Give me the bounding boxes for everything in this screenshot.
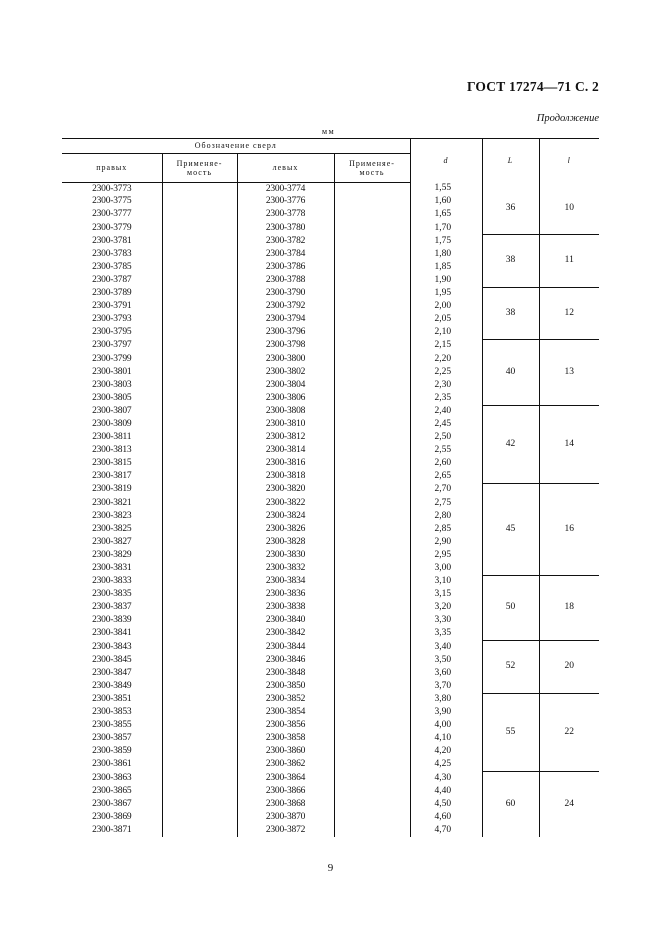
- left-applicability-cell: [334, 536, 410, 549]
- left-applicability-cell: [334, 628, 410, 641]
- designation-group-header: Обозначение сверл: [62, 139, 410, 154]
- left-applicability-cell: [334, 680, 410, 693]
- right-drill-code: 2300-3857: [92, 733, 132, 744]
- right-drill-code: 2300-3851: [92, 693, 132, 704]
- right-applicability-cell: [162, 379, 237, 392]
- length-L: 45: [482, 484, 539, 576]
- right-drill-code: 2300-3783: [92, 248, 132, 259]
- table-body: [62, 183, 599, 838]
- left-drill-code: 2300-3776: [237, 196, 334, 209]
- right-applicability-cell: [162, 602, 237, 615]
- diameter-d: 2,50: [410, 431, 482, 444]
- right-drill-code: 2300-3859: [92, 746, 132, 757]
- left-applicability-cell: [334, 300, 410, 313]
- left-applicability-cell: [334, 418, 410, 431]
- right-applicability-cell: [162, 575, 237, 588]
- diameter-d: 3,80: [410, 693, 482, 706]
- left-applicability-cell: [334, 798, 410, 811]
- right-applicability-cell: [162, 183, 237, 196]
- length-l: 11: [539, 235, 599, 287]
- right-applicability-cell: [162, 549, 237, 562]
- right-drill-code: 2300-3861: [92, 759, 132, 770]
- left-drill-code: 2300-3854: [237, 706, 334, 719]
- left-applicability-cell: [334, 405, 410, 418]
- left-applicability-cell: [334, 248, 410, 261]
- length-l: 13: [539, 340, 599, 405]
- diameter-d: 2,75: [410, 497, 482, 510]
- right-drill-code: 2300-3819: [92, 484, 132, 495]
- left-applicability-cell: [334, 706, 410, 719]
- right-drill-code: 2300-3833: [92, 576, 132, 587]
- left-applicability-cell: [334, 588, 410, 601]
- left-applicability-cell: [334, 602, 410, 615]
- right-applicability-cell: [162, 706, 237, 719]
- length-L: 52: [482, 641, 539, 693]
- right-applicability-cell: [162, 209, 237, 222]
- right-applicability-cell: [162, 693, 237, 706]
- left-drill-code: 2300-3782: [237, 235, 334, 248]
- diameter-d: 4,40: [410, 785, 482, 798]
- left-applicability-cell: [334, 287, 410, 300]
- table-row: [62, 641, 599, 654]
- left-drill-code: 2300-3856: [237, 719, 334, 732]
- diameter-d: 4,20: [410, 746, 482, 759]
- left-drill-code: 2300-3798: [237, 340, 334, 353]
- left-drill-code: 2300-3804: [237, 379, 334, 392]
- right-drill-code: 2300-3825: [92, 523, 132, 534]
- length-l: 10: [539, 183, 599, 235]
- left-applicability-cell: [334, 719, 410, 732]
- left-applicability-cell: [334, 772, 410, 785]
- left-applicability-cell: [334, 209, 410, 222]
- right-drill-code: 2300-3831: [92, 563, 132, 574]
- right-drill-code: 2300-3779: [92, 222, 132, 233]
- diameter-d: 2,90: [410, 536, 482, 549]
- right-drill-code: 2300-3781: [92, 235, 132, 246]
- left-applicability-cell: [334, 366, 410, 379]
- right-applicability-cell: [162, 523, 237, 536]
- right-drill-code: 2300-3845: [92, 654, 132, 665]
- diameter-d: 2,80: [410, 510, 482, 523]
- right-drill-code: 2300-3803: [92, 379, 132, 390]
- right-applicability-cell: [162, 719, 237, 732]
- left-drill-code: 2300-3830: [237, 549, 334, 562]
- left-drill-code: 2300-3872: [237, 824, 334, 837]
- left-applicability-cell: [334, 523, 410, 536]
- length-l: 16: [539, 484, 599, 576]
- left-drill-code: 2300-3858: [237, 732, 334, 745]
- right-drill-code: 2300-3817: [92, 471, 132, 482]
- diameter-d: 1,90: [410, 274, 482, 287]
- diameter-d: 2,60: [410, 457, 482, 470]
- right-applicability-cell: [162, 235, 237, 248]
- right-applicability-cell: [162, 811, 237, 824]
- table-row: [62, 405, 599, 418]
- right-applicability-cell: [162, 196, 237, 209]
- left-drill-code: 2300-3864: [237, 772, 334, 785]
- right-applicability-cell: [162, 392, 237, 405]
- left-drill-code: 2300-3792: [237, 300, 334, 313]
- right-applicability-cell: [162, 261, 237, 274]
- left-drill-code: 2300-3790: [237, 287, 334, 300]
- left-drill-code: 2300-3870: [237, 811, 334, 824]
- right-applicability-cell: [162, 654, 237, 667]
- right-applicability-cell: [162, 353, 237, 366]
- left-applicability-cell: [334, 471, 410, 484]
- right-applicability-cell: [162, 444, 237, 457]
- right-applicability-cell: [162, 300, 237, 313]
- right-drill-code: 2300-3849: [92, 680, 132, 691]
- left-applicability-cell: [334, 615, 410, 628]
- right-drill-code: 2300-3793: [92, 314, 132, 325]
- left-drill-code: 2300-3818: [237, 471, 334, 484]
- right-applicability-cell: [162, 248, 237, 261]
- diameter-d: 2,70: [410, 484, 482, 497]
- header-left-applicability: Применяе- мость: [334, 154, 410, 183]
- table-row: [62, 287, 599, 300]
- diameter-d: 2,45: [410, 418, 482, 431]
- length-L: 38: [482, 235, 539, 287]
- right-applicability-cell: [162, 588, 237, 601]
- right-drill-code: 2300-3853: [92, 707, 132, 718]
- right-drill-code: 2300-3789: [92, 288, 132, 299]
- diameter-d: 4,70: [410, 824, 482, 837]
- right-applicability-cell: [162, 340, 237, 353]
- right-drill-code: 2300-3865: [92, 785, 132, 796]
- diameter-d: 3,60: [410, 667, 482, 680]
- left-applicability-cell: [334, 824, 410, 837]
- header-right-applicability: Применяе- мость: [162, 154, 237, 183]
- diameter-d: 3,30: [410, 615, 482, 628]
- left-applicability-cell: [334, 222, 410, 235]
- left-drill-code: 2300-3838: [237, 602, 334, 615]
- left-drill-code: 2300-3808: [237, 405, 334, 418]
- diameter-d: 3,00: [410, 562, 482, 575]
- left-drill-code: 2300-3786: [237, 261, 334, 274]
- length-L: 42: [482, 405, 539, 484]
- header-d: d: [410, 139, 482, 183]
- right-drill-code: 2300-3797: [92, 340, 132, 351]
- diameter-d: 1,55: [410, 183, 482, 196]
- left-applicability-cell: [334, 497, 410, 510]
- table-row: [62, 772, 599, 785]
- length-l: 12: [539, 287, 599, 339]
- right-drill-code: 2300-3773: [92, 183, 132, 194]
- right-drill-code: 2300-3867: [92, 798, 132, 809]
- right-applicability-cell: [162, 615, 237, 628]
- diameter-d: 2,55: [410, 444, 482, 457]
- left-drill-code: 2300-3806: [237, 392, 334, 405]
- right-applicability-cell: [162, 287, 237, 300]
- right-drill-code: 2300-3855: [92, 720, 132, 731]
- header-left-drills: левых: [237, 154, 334, 183]
- left-drill-code: 2300-3784: [237, 248, 334, 261]
- right-applicability-cell: [162, 222, 237, 235]
- left-drill-code: 2300-3810: [237, 418, 334, 431]
- length-L: 60: [482, 772, 539, 837]
- right-applicability-cell: [162, 431, 237, 444]
- diameter-d: 2,10: [410, 327, 482, 340]
- right-drill-code: 2300-3815: [92, 458, 132, 469]
- right-drill-code: 2300-3863: [92, 772, 132, 783]
- left-applicability-cell: [334, 379, 410, 392]
- diameter-d: 3,70: [410, 680, 482, 693]
- right-applicability-cell: [162, 772, 237, 785]
- left-applicability-cell: [334, 732, 410, 745]
- right-drill-code: 2300-3807: [92, 405, 132, 416]
- table-row: [62, 693, 599, 706]
- diameter-d: 1,95: [410, 287, 482, 300]
- table-row: [62, 235, 599, 248]
- right-applicability-cell: [162, 497, 237, 510]
- left-drill-code: 2300-3828: [237, 536, 334, 549]
- diameter-d: 3,10: [410, 575, 482, 588]
- diameter-d: 4,60: [410, 811, 482, 824]
- diameter-d: 2,00: [410, 300, 482, 313]
- left-applicability-cell: [334, 183, 410, 196]
- left-drill-code: 2300-3812: [237, 431, 334, 444]
- length-L: 50: [482, 575, 539, 640]
- left-applicability-cell: [334, 261, 410, 274]
- right-applicability-cell: [162, 366, 237, 379]
- right-drill-code: 2300-3775: [92, 196, 132, 207]
- left-applicability-cell: [334, 353, 410, 366]
- right-applicability-cell: [162, 484, 237, 497]
- left-applicability-cell: [334, 196, 410, 209]
- left-drill-code: 2300-3796: [237, 327, 334, 340]
- left-applicability-cell: [334, 444, 410, 457]
- diameter-d: 4,10: [410, 732, 482, 745]
- left-applicability-cell: [334, 562, 410, 575]
- right-applicability-cell: [162, 418, 237, 431]
- right-drill-code: 2300-3847: [92, 667, 132, 678]
- length-l: 18: [539, 575, 599, 640]
- left-drill-code: 2300-3802: [237, 366, 334, 379]
- right-applicability-cell: [162, 628, 237, 641]
- right-drill-code: 2300-3871: [92, 824, 132, 835]
- left-drill-code: 2300-3780: [237, 222, 334, 235]
- header-l: l: [539, 139, 599, 183]
- left-drill-code: 2300-3846: [237, 654, 334, 667]
- diameter-d: 2,05: [410, 313, 482, 326]
- length-L: 40: [482, 340, 539, 405]
- left-drill-code: 2300-3852: [237, 693, 334, 706]
- left-drill-code: 2300-3794: [237, 313, 334, 326]
- diameter-d: 1,60: [410, 196, 482, 209]
- diameter-d: 1,65: [410, 209, 482, 222]
- right-drill-code: 2300-3785: [92, 261, 132, 272]
- left-drill-code: 2300-3862: [237, 759, 334, 772]
- right-drill-code: 2300-3791: [92, 301, 132, 312]
- drill-designation-table: [62, 138, 599, 837]
- continuation-label: Продолжение: [536, 113, 599, 124]
- left-drill-code: 2300-3788: [237, 274, 334, 287]
- left-drill-code: 2300-3778: [237, 209, 334, 222]
- diameter-d: 1,75: [410, 235, 482, 248]
- left-drill-code: 2300-3850: [237, 680, 334, 693]
- right-drill-code: 2300-3805: [92, 392, 132, 403]
- right-applicability-cell: [162, 471, 237, 484]
- left-drill-code: 2300-3860: [237, 746, 334, 759]
- left-drill-code: 2300-3840: [237, 615, 334, 628]
- header-L: L: [482, 139, 539, 183]
- left-drill-code: 2300-3848: [237, 667, 334, 680]
- right-applicability-cell: [162, 732, 237, 745]
- header-right-drills: правых: [62, 154, 162, 183]
- diameter-d: 3,20: [410, 602, 482, 615]
- right-applicability-cell: [162, 759, 237, 772]
- diameter-d: 1,70: [410, 222, 482, 235]
- table-row: [62, 484, 599, 497]
- diameter-d: 1,85: [410, 261, 482, 274]
- right-drill-code: 2300-3813: [92, 445, 132, 456]
- diameter-d: 4,00: [410, 719, 482, 732]
- right-drill-code: 2300-3823: [92, 510, 132, 521]
- left-drill-code: 2300-3822: [237, 497, 334, 510]
- left-applicability-cell: [334, 457, 410, 470]
- diameter-d: 3,40: [410, 641, 482, 654]
- length-L: 55: [482, 693, 539, 772]
- left-drill-code: 2300-3774: [237, 183, 334, 196]
- right-drill-code: 2300-3837: [92, 602, 132, 613]
- left-drill-code: 2300-3832: [237, 562, 334, 575]
- right-applicability-cell: [162, 798, 237, 811]
- right-drill-code: 2300-3801: [92, 366, 132, 377]
- right-applicability-cell: [162, 405, 237, 418]
- right-applicability-cell: [162, 667, 237, 680]
- left-drill-code: 2300-3800: [237, 353, 334, 366]
- diameter-d: 3,50: [410, 654, 482, 667]
- left-applicability-cell: [334, 327, 410, 340]
- diameter-d: 2,25: [410, 366, 482, 379]
- left-applicability-cell: [334, 274, 410, 287]
- left-applicability-cell: [334, 235, 410, 248]
- left-drill-code: 2300-3866: [237, 785, 334, 798]
- right-drill-code: 2300-3811: [92, 432, 132, 443]
- right-drill-code: 2300-3829: [92, 549, 132, 560]
- length-l: 24: [539, 772, 599, 837]
- page-header: ГОСТ 17274—71 С. 2: [466, 79, 599, 94]
- table-row: [62, 575, 599, 588]
- right-drill-code: 2300-3841: [92, 628, 132, 639]
- left-applicability-cell: [334, 641, 410, 654]
- right-applicability-cell: [162, 510, 237, 523]
- diameter-d: 2,15: [410, 340, 482, 353]
- right-drill-code: 2300-3869: [92, 811, 132, 822]
- length-L: 36: [482, 183, 539, 235]
- right-applicability-cell: [162, 327, 237, 340]
- left-drill-code: 2300-3820: [237, 484, 334, 497]
- left-applicability-cell: [334, 510, 410, 523]
- length-l: 20: [539, 641, 599, 693]
- left-applicability-cell: [334, 484, 410, 497]
- left-applicability-cell: [334, 340, 410, 353]
- right-drill-code: 2300-3777: [92, 209, 132, 220]
- left-applicability-cell: [334, 431, 410, 444]
- left-drill-code: 2300-3836: [237, 588, 334, 601]
- right-applicability-cell: [162, 536, 237, 549]
- right-drill-code: 2300-3843: [92, 641, 132, 652]
- diameter-d: 3,90: [410, 706, 482, 719]
- length-l: 14: [539, 405, 599, 484]
- diameter-d: 2,95: [410, 549, 482, 562]
- right-applicability-cell: [162, 824, 237, 837]
- right-drill-code: 2300-3799: [92, 353, 132, 364]
- left-drill-code: 2300-3868: [237, 798, 334, 811]
- left-applicability-cell: [334, 693, 410, 706]
- left-drill-code: 2300-3816: [237, 457, 334, 470]
- right-drill-code: 2300-3821: [92, 497, 132, 508]
- right-drill-code: 2300-3809: [92, 418, 132, 429]
- left-applicability-cell: [334, 575, 410, 588]
- right-applicability-cell: [162, 641, 237, 654]
- left-applicability-cell: [334, 759, 410, 772]
- left-drill-code: 2300-3844: [237, 641, 334, 654]
- units-label: мм: [322, 127, 336, 136]
- length-l: 22: [539, 693, 599, 772]
- right-drill-code: 2300-3787: [92, 274, 132, 285]
- diameter-d: 2,40: [410, 405, 482, 418]
- left-drill-code: 2300-3842: [237, 628, 334, 641]
- right-applicability-cell: [162, 746, 237, 759]
- left-applicability-cell: [334, 811, 410, 824]
- left-applicability-cell: [334, 785, 410, 798]
- right-applicability-cell: [162, 785, 237, 798]
- diameter-d: 2,35: [410, 392, 482, 405]
- diameter-d: 3,35: [410, 628, 482, 641]
- right-applicability-cell: [162, 562, 237, 575]
- left-applicability-cell: [334, 667, 410, 680]
- right-drill-code: 2300-3839: [92, 615, 132, 626]
- table-row: [62, 183, 599, 196]
- length-L: 38: [482, 287, 539, 339]
- right-drill-code: 2300-3827: [92, 536, 132, 547]
- right-applicability-cell: [162, 457, 237, 470]
- right-drill-code: 2300-3835: [92, 589, 132, 600]
- left-drill-code: 2300-3826: [237, 523, 334, 536]
- right-applicability-cell: [162, 680, 237, 693]
- left-drill-code: 2300-3824: [237, 510, 334, 523]
- diameter-d: 2,30: [410, 379, 482, 392]
- diameter-d: 4,30: [410, 772, 482, 785]
- diameter-d: 1,80: [410, 248, 482, 261]
- page-number: 9: [327, 862, 334, 874]
- diameter-d: 2,65: [410, 471, 482, 484]
- right-applicability-cell: [162, 274, 237, 287]
- right-drill-code: 2300-3795: [92, 327, 132, 338]
- left-applicability-cell: [334, 313, 410, 326]
- left-applicability-cell: [334, 746, 410, 759]
- diameter-d: 3,15: [410, 588, 482, 601]
- table-row: [62, 340, 599, 353]
- left-applicability-cell: [334, 549, 410, 562]
- diameter-d: 4,50: [410, 798, 482, 811]
- left-drill-code: 2300-3814: [237, 444, 334, 457]
- left-applicability-cell: [334, 392, 410, 405]
- left-applicability-cell: [334, 654, 410, 667]
- right-applicability-cell: [162, 313, 237, 326]
- diameter-d: 4,25: [410, 759, 482, 772]
- diameter-d: 2,85: [410, 523, 482, 536]
- diameter-d: 2,20: [410, 353, 482, 366]
- left-drill-code: 2300-3834: [237, 575, 334, 588]
